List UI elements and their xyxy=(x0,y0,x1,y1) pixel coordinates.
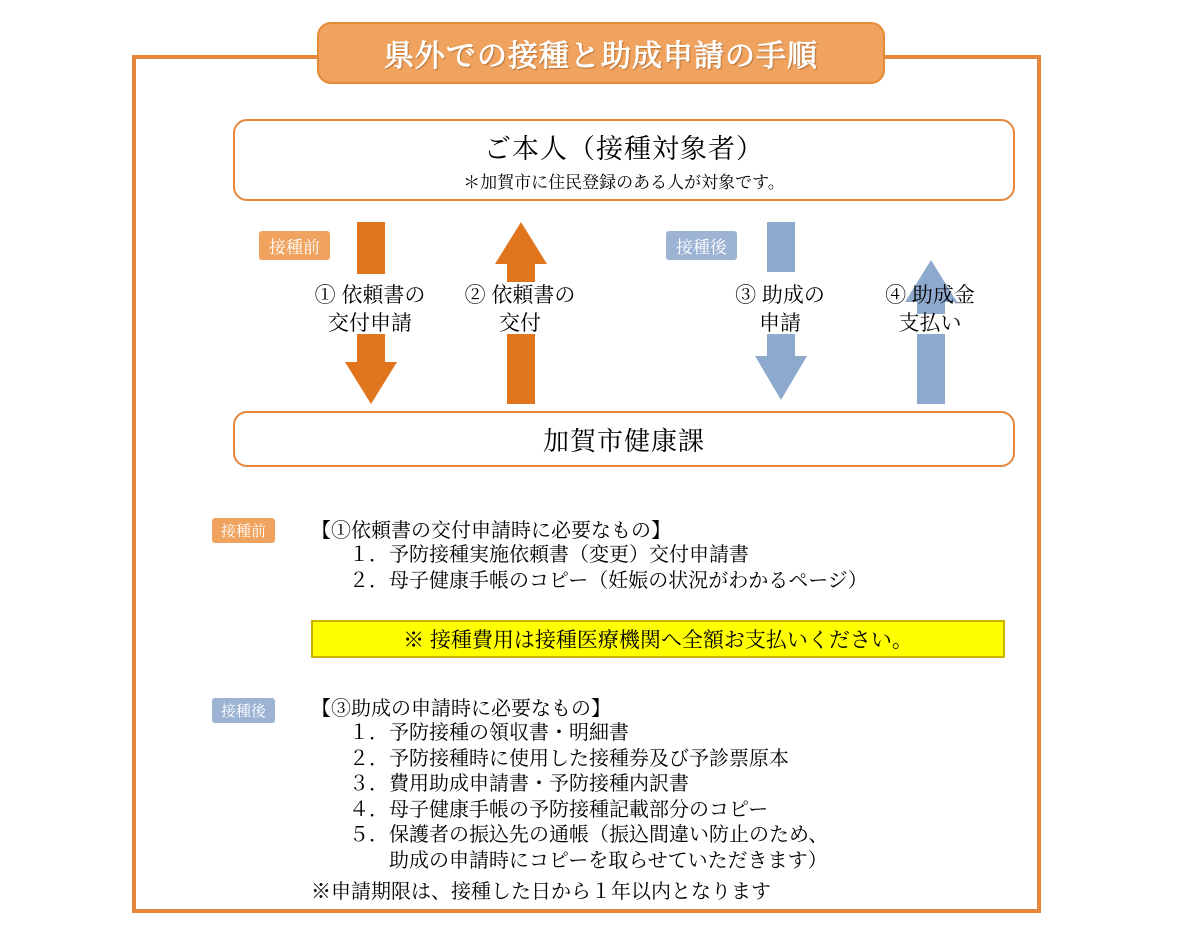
notes-before-list xyxy=(311,543,1011,594)
flow-tag-before: 接種前 xyxy=(259,231,330,260)
notes-after-item-2: ２．予防接種時に使用した接種券及び予診票原本 xyxy=(349,747,789,770)
flow-tag-after: 接種後 xyxy=(666,231,737,260)
notes-before-item-2: ２．母子健康手帳のコピー（妊娠の状況がわかるページ） xyxy=(349,569,868,592)
arrow-label-step-4 xyxy=(855,282,1005,339)
arrow-label-step-3 xyxy=(705,282,855,339)
person-box-line1: ご本人（接種対象者） xyxy=(484,134,764,164)
notes-after-item-5-cont: 助成の申請時にコピーを取らせていただきます） xyxy=(349,849,828,872)
notes-before-heading: 【①依頼書の交付申請時に必要なもの】 xyxy=(311,520,671,542)
step-2-label-line1: ② 依頼書の xyxy=(464,284,576,307)
notes-after-item-3: ３．費用助成申請書・予防接種内訳書 xyxy=(349,773,689,796)
notes-after-item-1: １．予防接種の領収書・明細書 xyxy=(349,722,629,744)
notes-before-block xyxy=(311,514,1011,594)
title-banner xyxy=(317,22,885,84)
step-3-label-line2: 申請 xyxy=(759,312,801,336)
arrow-label-step-1 xyxy=(295,282,445,339)
page-title: 県外での接種と助成申請の手順 xyxy=(384,40,818,73)
notes-after-footer: ※申請期限は、接種した日から１年以内となります xyxy=(311,880,771,903)
department-label: 加賀市健康課 xyxy=(542,425,705,456)
step-2-label-line2: 交付 xyxy=(499,312,541,336)
step-4-label-line2: 支払い xyxy=(898,312,962,336)
step-3-label-line1: ③ 助成の xyxy=(735,284,825,307)
highlight-text: ※ 接種費用は接種医療機関へ全額お支払いください。 xyxy=(403,629,913,652)
note-tag-after: 接種後 xyxy=(212,698,275,723)
notes-after-block xyxy=(311,692,1011,904)
notes-after-heading: 【③助成の申請時に必要なもの】 xyxy=(311,698,611,720)
step-1-label-line2: 交付申請 xyxy=(328,312,412,336)
notes-after-item-4: ４．母子健康手帳の予防接種記載部分のコピー xyxy=(349,798,769,821)
highlight-bar xyxy=(311,620,1005,658)
notes-before-item-1: １．予防接種実施依頼書（変更）交付申請書 xyxy=(349,544,749,566)
step-1-label-line1: ① 依頼書の xyxy=(314,284,426,307)
person-box-line2: ＊加賀市に住民登録のある人が対象です。 xyxy=(463,173,785,192)
notes-after-item-5: ５．保護者の振込先の通帳（振込間違い防止のため、 xyxy=(349,824,829,847)
person-box xyxy=(233,119,1015,201)
note-tag-before: 接種前 xyxy=(212,518,275,543)
notes-after-list xyxy=(311,721,1011,875)
step-4-label-line1: ④ 助成金 xyxy=(885,284,975,307)
department-box xyxy=(233,411,1015,467)
arrow-label-step-2 xyxy=(445,282,595,339)
